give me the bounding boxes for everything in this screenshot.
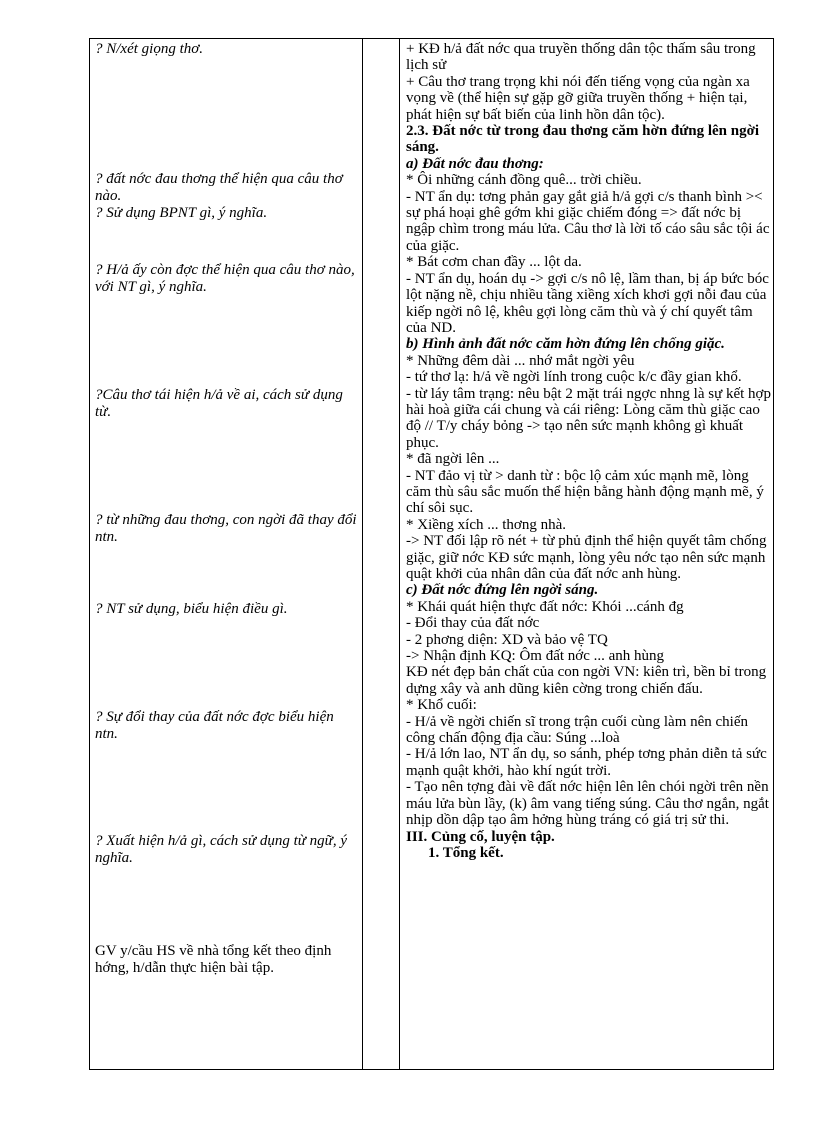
- section-heading: 1. Tổng kết.: [428, 844, 504, 861]
- content-line: * Ôi những cánh đồng quê... trời chiều.: [406, 172, 642, 189]
- content-line: * Bát cơm chan đầy ... lột da.: [406, 254, 582, 271]
- content-line: - Đổi thay của đất nớc: [406, 615, 540, 632]
- content-line: - Tạo nên tợng đài về đất nớc hiện lên lên chói ngời trên nền máu lửa bùn lầy, (k) âm vang tiếng súng. Câu thơ ngắn, ngắt nhịp dồn dập tạo âm hởng hùng tráng có giá trị sử thi.: [406, 779, 769, 829]
- content-line: - tứ thơ lạ: h/ả về ngời lính trong cuộc k/c đầy gian khổ.: [406, 369, 742, 386]
- content-line: * đã ngời lên ...: [406, 451, 500, 468]
- question-8: ? Sự đổi thay của đất nớc đợc biểu hiện ntn.: [95, 709, 334, 742]
- content-line: -> NT đối lập rõ nét + từ phủ định thể hiện quyết tâm chống giặc, giữ nớc KĐ sức mạnh, lòng yêu nớc tạo nên sức mạnh quật khởi của nhân dân của đất nớc anh hùng.: [406, 533, 767, 582]
- question-9: ? Xuất hiện h/ả gì, cách sử dụng từ ngữ, ý nghĩa.: [95, 833, 348, 866]
- column-divider-1: [362, 39, 363, 1069]
- content-line: -> Nhận định KQ: Ôm đất nớc ... anh hùng: [406, 648, 665, 665]
- content-line: - NT ẩn dụ, hoán dụ -> gợi c/s nô lệ, lầm than, bị áp bức bóc lột nặng nề, chịu nhiều tầng xiềng xích khơi gợi nỗi đau của kiếp ngời nô lệ, khêu gợi lòng căm thù và ý chí quyết tâm của ND.: [406, 270, 769, 336]
- content-line: KĐ nét đẹp bản chất của con ngời VN: kiên trì, bền bỉ trong dựng xây và anh dũng kiên cờng trong chiến đấu.: [406, 664, 767, 697]
- question-2: ? đất nớc đau thơng thể hiện qua câu thơ nào.: [95, 171, 343, 204]
- content-line: - H/ả lớn lao, NT ẩn dụ, so sánh, phép tơng phản diễn tả sức mạnh quật khởi, hào khí ngút trời.: [406, 746, 767, 779]
- question-5: ?Câu thơ tái hiện h/ả về ai, cách sử dụng từ.: [95, 387, 343, 420]
- section-heading: III. Củng cố, luyện tập.: [406, 828, 555, 845]
- content-column: [406, 41, 773, 1069]
- column-divider-2: [399, 39, 400, 1069]
- lesson-table: [89, 38, 774, 1070]
- content-line: * Khái quát hiện thực đất nớc: Khói ...cánh đg: [406, 598, 684, 615]
- question-4: ? H/ả ấy còn đợc thể hiện qua câu thơ nào, với NT gì, ý nghĩa.: [95, 262, 355, 295]
- subsection-heading: c) Đất nớc đứng lên ngời sáng.: [406, 582, 599, 599]
- content-line: - NT ẩn dụ: tơng phản gay gắt giả h/ả gợi c/s thanh bình >< sự phá hoại ghê gớm khi giặc chiếm đóng => đất nớc bị ngập chìm trong máu lửa. Câu thơ là lời tố cáo sâu sắc tội ác của giặc.: [406, 188, 770, 254]
- question-3: ? Sử dụng BPNT gì, ý nghĩa.: [95, 205, 268, 221]
- subsection-heading: a) Đất nớc đau thơng:: [406, 155, 544, 172]
- content-line: - từ láy tâm trạng: nêu bật 2 mặt trái ngợc nhng là sự kết hợp hài hoà giữa cái chung và cái riêng: Lòng căm thù giặc cao độ // T/y cháy bỏng -> tạo nên sức mạnh không gì khuất phục.: [406, 385, 771, 451]
- content-line: * Những đêm dài ... nhớ mắt ngời yêu: [406, 352, 635, 369]
- subsection-heading: b) Hình ảnh đất nớc căm hờn đứng lên chống giặc.: [406, 336, 725, 353]
- content-line: - 2 phơng diện: XD và bảo vệ TQ: [406, 631, 608, 648]
- content-line: + KĐ h/ả đất nớc qua truyền thống dân tộc thấm sâu trong lịch sử: [406, 41, 756, 74]
- questions-column: [95, 41, 360, 1066]
- content-line: * Khổ cuối:: [406, 697, 477, 714]
- question-1: ? N/xét giọng thơ.: [95, 41, 203, 57]
- content-line: - H/ả về ngời chiến sĩ trong trận cuối cùng làm nên chiến công chấn động địa cầu: Súng ...loà: [406, 713, 748, 747]
- content-line: * Xiềng xích ... thơng nhà.: [406, 516, 566, 533]
- content-line: - NT đảo vị từ > danh từ : bộc lộ cảm xúc mạnh mẽ, lòng căm thù sâu sắc muốn thể hiện bằng hành động mạnh mẽ, ý chí sôi sục.: [406, 467, 764, 517]
- question-7: ? NT sử dụng, biểu hiện điều gì.: [95, 601, 288, 617]
- homework-instruction: GV y/cầu HS về nhà tổng kết theo định hớng, h/dẫn thực hiện bài tập.: [95, 943, 332, 976]
- section-heading: 2.3. Đất nớc từ trong đau thơng căm hờn đứng lên ngời sáng.: [406, 123, 760, 156]
- content-line: + Câu thơ trang trọng khi nói đến tiếng vọng của ngàn xa vọng về (thể hiện sự gặp gỡ giữa truyền thống + hiện tại, phát hiện sự bất biến của linh hồn dân tộc).: [406, 73, 750, 123]
- question-6: ? từ những đau thơng, con ngời đã thay đổi ntn.: [95, 512, 357, 545]
